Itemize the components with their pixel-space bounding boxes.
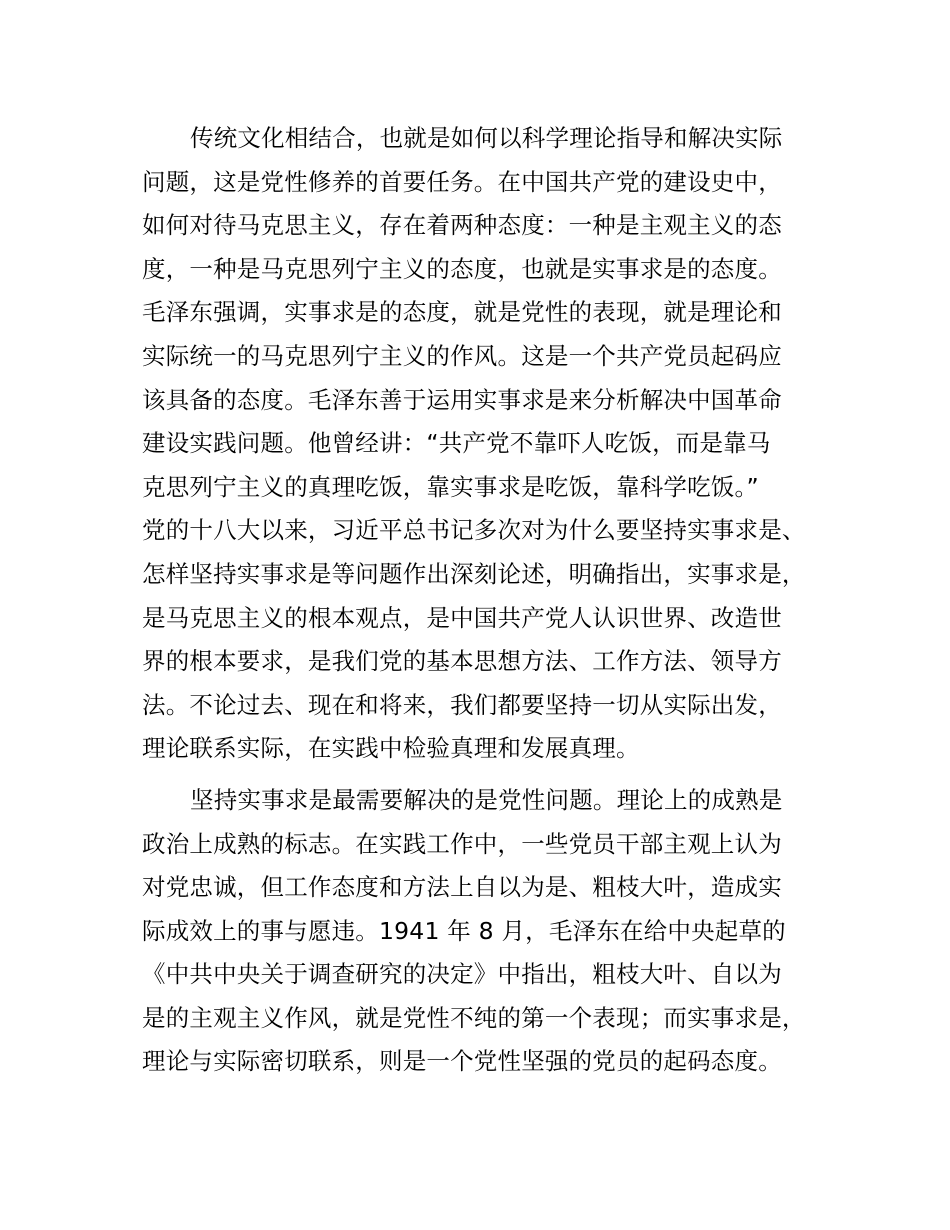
paragraph-2	[142, 779, 832, 1084]
text-line: 克思列宁主义的真理吃饭，靠实事求是吃饭，靠科学吃饭。”	[142, 472, 759, 501]
text-line: 毛泽东强调，实事求是的态度，就是党性的表现，就是理论和	[142, 298, 782, 327]
text-line: 际成效上的事与愿违。1941 年 8 月，毛泽东在给中央起草的	[142, 916, 786, 945]
text-line: 理论联系实际，在实践中检验真理和发展真理。	[142, 734, 640, 763]
paragraph-1	[142, 117, 832, 771]
text-line: 度，一种是马克思列宁主义的态度，也就是实事求是的态度。	[142, 254, 782, 283]
text-line: 建设实践问题。他曾经讲：“共产党不靠吓人吃饭，而是靠马	[142, 429, 771, 458]
text-line: 《中共中央关于调查研究的决定》中指出，粗枝大叶、自以为	[142, 960, 782, 989]
text-line: 党的十八大以来，习近平总书记多次对为什么要坚持实事求是、	[142, 516, 806, 545]
text-line: 理论与实际密切联系，则是一个党性坚强的党员的起码态度。	[142, 1047, 782, 1076]
text-line: 问题，这是党性修养的首要任务。在中国共产党的建设史中，	[142, 167, 782, 196]
text-line: 法。不论过去、现在和将来，我们都要坚持一切从实际出发，	[142, 690, 782, 719]
text-line: 政治上成熟的标志。在实践工作中，一些党员干部主观上认为	[142, 829, 782, 858]
text-line: 界的根本要求，是我们党的基本思想方法、工作方法、领导方	[142, 647, 782, 676]
document-page	[142, 117, 832, 1084]
text-line: 传统文化相结合，也就是如何以科学理论指导和解决实际	[190, 124, 783, 152]
text-line: 是马克思主义的根本观点，是中国共产党人认识世界、改造世	[142, 603, 782, 632]
text-line: 实际统一的马克思列宁主义的作风。这是一个共产党员起码应	[142, 341, 782, 370]
text-line: 是的主观主义作风，就是党性不纯的第一个表现；而实事求是，	[142, 1003, 806, 1032]
text-line: 坚持实事求是最需要解决的是党性问题。理论上的成熟是	[190, 785, 783, 814]
text-line: 对党忠诚，但工作态度和方法上自以为是、粗枝大叶，造成实	[142, 873, 782, 902]
text-line: 怎样坚持实事求是等问题作出深刻论述，明确指出，实事求是，	[142, 559, 806, 588]
paragraph-spacer	[142, 771, 832, 779]
text-line: 如何对待马克思主义，存在着两种态度：一种是主观主义的态	[142, 211, 782, 240]
text-line: 该具备的态度。毛泽东善于运用实事求是来分析解决中国革命	[142, 385, 782, 414]
